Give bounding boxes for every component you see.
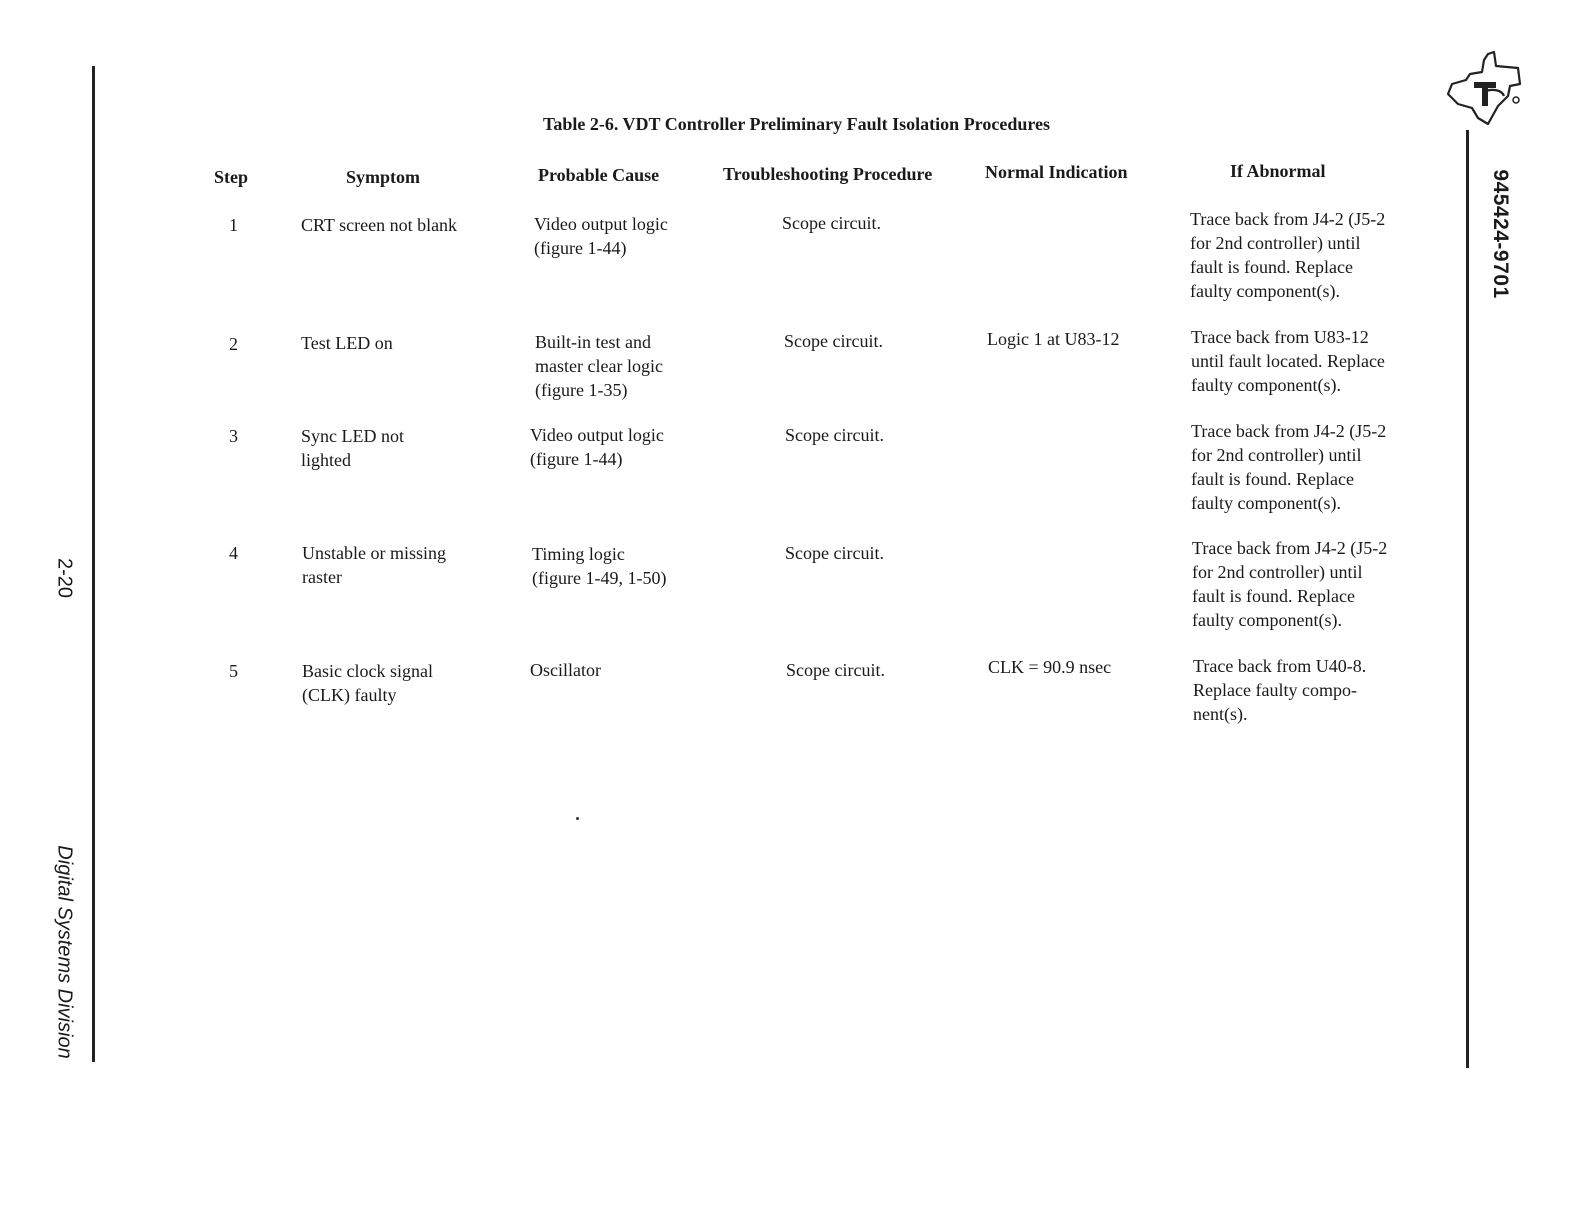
normal-indication-cell: Logic 1 at U83-12 [987, 329, 1120, 349]
abnormal-line: faulty component(s). [1191, 375, 1341, 395]
step-number: 5 [229, 661, 238, 681]
procedure-cell: Scope circuit. [782, 213, 881, 233]
symptom-line: lighted [301, 450, 351, 470]
symptom-line: Basic clock signal [302, 661, 433, 681]
left-margin-rule [92, 66, 95, 1062]
header-symptom: Symptom [346, 167, 421, 187]
abnormal-line: until fault located. Replace [1191, 351, 1385, 371]
header-probable-cause: Probable Cause [538, 165, 660, 185]
abnormal-line: faulty component(s). [1192, 610, 1342, 630]
abnormal-line: Trace back from U83-12 [1191, 327, 1369, 347]
scan-speck [576, 817, 579, 820]
cause-line: master clear logic [535, 356, 663, 376]
abnormal-line: fault is found. Replace [1191, 469, 1354, 489]
symptom-cell [301, 213, 457, 237]
probable-cause-cell [530, 658, 601, 682]
abnormal-line: Replace faulty compo- [1193, 680, 1357, 700]
cause-line: Built-in test and [535, 332, 651, 352]
division-name: Digital Systems Division [53, 845, 76, 1059]
cause-line: (figure 1-44) [534, 238, 627, 258]
if-abnormal-cell [1192, 536, 1387, 632]
symptom-cell [301, 331, 393, 355]
probable-cause-cell [530, 423, 664, 471]
symptom-line: raster [302, 567, 342, 587]
symptom-line: CRT screen not blank [301, 215, 458, 235]
abnormal-line: fault is found. Replace [1192, 586, 1355, 606]
normal-indication-cell: CLK = 90.9 nsec [988, 657, 1112, 677]
cause-line: (figure 1-49, 1-50) [532, 568, 667, 588]
symptom-cell [302, 541, 446, 589]
abnormal-line: for 2nd controller) until [1191, 445, 1362, 465]
step-number: 4 [229, 543, 238, 563]
header-normal-indication: Normal Indication [985, 162, 1128, 182]
procedure-cell: Scope circuit. [785, 543, 884, 563]
header-if-abnormal: If Abnormal [1230, 161, 1326, 181]
probable-cause-cell [535, 330, 663, 402]
document-number: 945424-9701 [1489, 169, 1512, 299]
procedure-cell: Scope circuit. [784, 331, 883, 351]
abnormal-line: for 2nd controller) until [1192, 562, 1363, 582]
page-number: 2-20 [53, 557, 76, 599]
symptom-cell [302, 659, 433, 707]
cause-line: Video output logic [530, 425, 664, 445]
if-abnormal-cell [1190, 207, 1385, 303]
abnormal-line: nent(s). [1193, 704, 1248, 724]
symptom-line: (CLK) faulty [302, 685, 397, 705]
abnormal-line: Trace back from U40-8. [1193, 656, 1367, 676]
abnormal-line: for 2nd controller) until [1190, 233, 1361, 253]
abnormal-line: Trace back from J4-2 (J5-2 [1192, 538, 1388, 558]
abnormal-line: faulty component(s). [1191, 493, 1341, 513]
if-abnormal-cell [1191, 419, 1386, 515]
cause-line: Video output logic [534, 214, 668, 234]
step-number: 2 [229, 334, 238, 354]
symptom-line: Test LED on [301, 333, 393, 353]
if-abnormal-cell [1191, 325, 1385, 397]
symptom-cell [301, 424, 404, 472]
cause-line: (figure 1-44) [530, 449, 623, 469]
procedure-cell: Scope circuit. [785, 425, 884, 445]
texas-state-logo-icon [1444, 48, 1526, 128]
header-troubleshooting-procedure: Troubleshooting Procedure [723, 164, 933, 184]
table-title: Table 2-6. VDT Controller Preliminary Fault Isolation Procedures [543, 114, 1051, 134]
symptom-line: Unstable or missing [302, 543, 446, 563]
step-number: 1 [229, 215, 238, 235]
abnormal-line: Trace back from J4-2 (J5-2 [1190, 209, 1386, 229]
probable-cause-cell [532, 542, 666, 590]
symptom-line: Sync LED not [301, 426, 404, 446]
abnormal-line: faulty component(s). [1190, 281, 1340, 301]
procedure-cell: Scope circuit. [786, 660, 885, 680]
cause-line: Timing logic [532, 544, 625, 564]
right-margin-rule [1466, 130, 1469, 1068]
abnormal-line: Trace back from J4-2 (J5-2 [1191, 421, 1387, 441]
probable-cause-cell [534, 212, 668, 260]
header-step: Step [214, 167, 249, 187]
cause-line: Oscillator [530, 660, 601, 680]
cause-line: (figure 1-35) [535, 380, 628, 400]
if-abnormal-cell [1193, 654, 1366, 726]
step-number: 3 [229, 426, 238, 446]
abnormal-line: fault is found. Replace [1190, 257, 1353, 277]
